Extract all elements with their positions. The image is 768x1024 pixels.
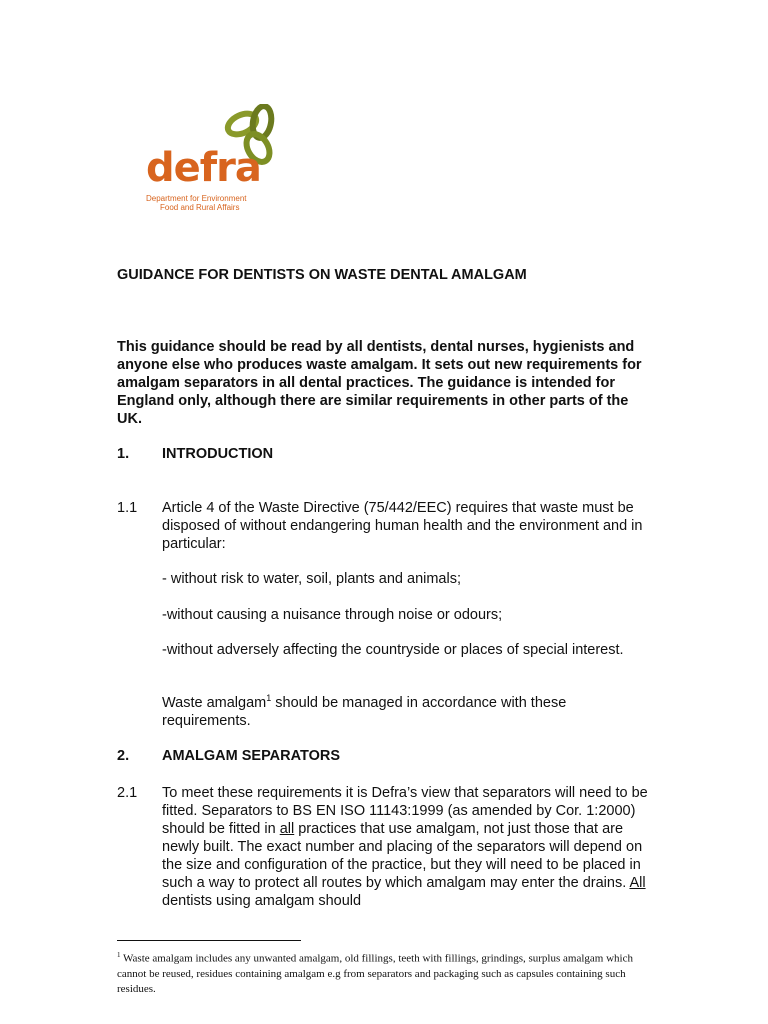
footnote: [117, 948, 647, 997]
document-title: GUIDANCE FOR DENTISTS ON WASTE DENTAL AMALGAM: [117, 267, 527, 283]
requirement-item-3: -without adversely affecting the countryside or places of special interest.: [162, 642, 624, 658]
paragraph-2-1-number: 2.1: [117, 785, 138, 801]
waste-amalgam-text-b: should be managed in accordance with these requirements.: [162, 695, 567, 729]
paragraph-2-1-text: [162, 784, 657, 910]
paragraph-2-1-text-c: dentists using amalgam should: [162, 893, 362, 909]
section-2-heading: [117, 748, 340, 764]
paragraph-1-1-text: Article 4 of the Waste Directive (75/442/EEC) requires that waste must be disposed of without endangering human health and the environment and in particular:: [162, 500, 643, 552]
footnote-divider: [117, 940, 301, 941]
paragraph-2-1-text-a: To meet these requirements it is Defra’s view that separators will need to be fitted. Separators to BS EN ISO 11143:1999 (as amended by Cor. 1:2000) should be fitted in: [162, 785, 648, 837]
footnote-text: Waste amalgam includes any unwanted amalgam, old fillings, teeth with fillings, grindings, surplus amalgam which cannot be reused, residues containing amalgam e.g from separators and packaging such as capsules containing such residues.: [117, 952, 633, 995]
section-1-title: INTRODUCTION: [162, 446, 274, 462]
requirement-item-2: -without causing a nuisance through noise or odours;: [162, 607, 503, 623]
logo-subtitle-line-2: Food and Rural Affairs: [160, 203, 240, 212]
section-1-number: 1.: [117, 446, 130, 462]
footnote-mark: 1: [117, 951, 121, 959]
requirement-item-1: - without risk to water, soil, plants and animals;: [162, 571, 461, 587]
footnote-reference[interactable]: 1: [266, 693, 272, 704]
waste-amalgam-paragraph: [162, 694, 652, 730]
logo-subtitle-line-1: Department for Environment: [146, 194, 247, 203]
emphasis-all: all: [279, 821, 295, 837]
emphasis-all-dentists: All: [629, 875, 646, 891]
section-2-number: 2.: [117, 748, 130, 764]
section-1-heading: [117, 446, 273, 462]
logo-wordmark: defra: [146, 145, 261, 191]
logo-subtitle: [146, 194, 247, 212]
paragraph-1-1-number: 1.1: [117, 500, 138, 516]
defra-logo: [146, 104, 286, 214]
waste-amalgam-text-a: Waste amalgam: [162, 695, 267, 711]
intro-paragraph: This guidance should be read by all dentists, dental nurses, hygienists and anyone else who produces waste amalgam. It sets out new requirements for amalgam separators in all dental practices. The guidance is intended for England only, although there are similar requirements in other parts of the UK.: [117, 339, 642, 427]
section-2-title: AMALGAM SEPARATORS: [162, 748, 341, 764]
paragraph-2-1-text-b: practices that use amalgam, not just those that are newly built. The exact number and placing of the separators will depend on the size and configuration of the practice, but they will need to be placed in such a way to protect all routes by which amalgam may enter the drains.: [162, 821, 643, 891]
